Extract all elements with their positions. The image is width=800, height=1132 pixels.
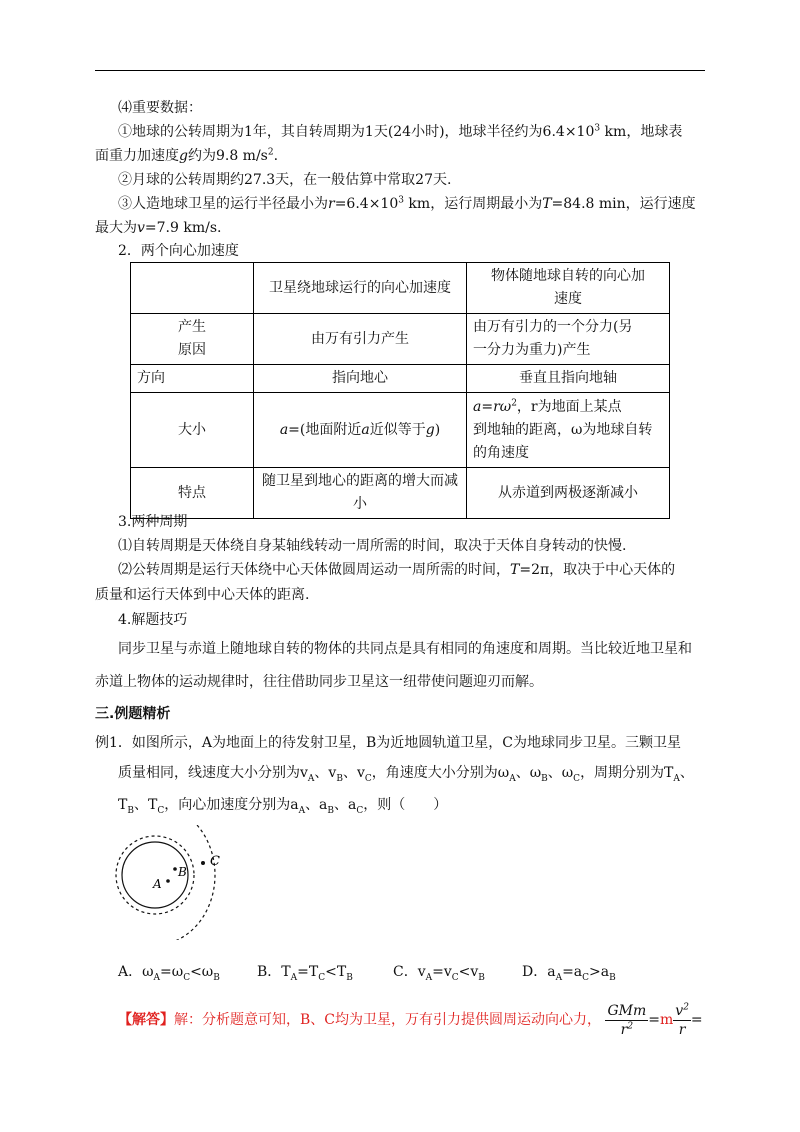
point-c bbox=[201, 861, 205, 865]
cell-magnitude-satellite: a=(地面附近a近似等于g) bbox=[254, 393, 467, 468]
acceleration-comparison-table bbox=[130, 262, 670, 519]
table-row bbox=[131, 365, 670, 393]
data-item-1-line2: 面重力加速度g约为9.8 $m/s^2$. bbox=[95, 147, 279, 164]
table-header-rotation: 物体随地球自转的向心加 速度 bbox=[467, 263, 670, 314]
row-label-direction: 方向 bbox=[131, 365, 254, 393]
data-item-3-line2: 最大为v=7.9 km/s. bbox=[95, 220, 222, 236]
orbit-figure bbox=[110, 825, 240, 940]
option-b[interactable]: B．$T_A=T_C<T_B$ bbox=[257, 964, 353, 983]
section-two-title: 2．两个向心加速度 bbox=[118, 243, 239, 259]
row-label-cause: 产生 原因 bbox=[131, 314, 254, 365]
answer-tag: 【解答】 bbox=[118, 1012, 174, 1028]
table-row bbox=[131, 468, 670, 519]
tips-line2: 赤道上物体的运动规律时，往往借助同步卫星这一纽带使问题迎刃而解。 bbox=[95, 674, 543, 690]
fraction-gmm: $\frac{\text{GMm}}{r^2}$ bbox=[607, 1002, 647, 1038]
cell-feature-satellite: 随卫星到地心的距离的增大而减 小 bbox=[254, 468, 467, 519]
cell-magnitude-rotation: $a=r\omega^2$，r为地面上某点 到地轴的距离，ω为地球自转 的角速度 bbox=[467, 393, 670, 468]
example-line3: $T_B$、$T_C$，向心加速度分别为$a_A$、$a_B$、$a_C$，则（ ） bbox=[118, 797, 448, 816]
option-d[interactable]: D．$a_A=a_C>a_B$ bbox=[522, 964, 616, 983]
section-tips-title: 4.解题技巧 bbox=[118, 612, 188, 628]
period-revolution-line2: 质量和运行天体到中心天体的距离. bbox=[95, 587, 310, 603]
point-b bbox=[173, 867, 177, 871]
cell-direction-satellite: 指向地心 bbox=[254, 365, 467, 393]
label-b: B bbox=[178, 865, 187, 879]
label-c: C bbox=[210, 854, 220, 869]
important-data-heading: ⑷重要数据： bbox=[118, 100, 202, 116]
table-row bbox=[131, 263, 670, 314]
table-cell bbox=[131, 263, 254, 314]
example-line2: 质量相同，线速度大小分别为$v_A$、$v_B$、$v_C$，角速度大小分别为$\omega_A$、$\omega_B$、$\omega_C$，周期分别为$T_A$、 bbox=[118, 765, 694, 784]
data-item-1-line1: ①地球的公转周期为1年，其自转周期为1天(24小时)，地球半径约为$6.4\times 10^3$ km，地球表 bbox=[118, 123, 683, 140]
data-item-2: ②月球的公转周期约27.3天，在一般估算中常取27天. bbox=[118, 172, 452, 188]
cell-direction-rotation: 垂直且指向地轴 bbox=[467, 365, 670, 393]
tips-line1: 同步卫星与赤道上随地球自转的物体的共同点是具有相同的角速度和周期。当比较近地卫星和 bbox=[118, 641, 692, 657]
sync-orbit bbox=[155, 825, 215, 940]
answer-text: 解：分析题意可知，B、C均为卫星，万有引力提供圆周运动向心力， bbox=[174, 1012, 601, 1028]
row-label-feature: 特点 bbox=[131, 468, 254, 519]
section-three-title: 三.例题精析 bbox=[95, 706, 171, 722]
option-a[interactable]: A．$\omega_A=\omega_C<\omega_B$ bbox=[118, 964, 220, 983]
table-row bbox=[131, 393, 670, 468]
cell-cause-rotation: 由万有引力的一个分力(另 一分力为重力)产生 bbox=[467, 314, 670, 365]
period-rotation-text: ⑴自转周期是天体绕自身某轴线转动一周所需的时间，取决于天体自身转动的快慢. bbox=[118, 538, 627, 554]
period-revolution-line1: ⑵公转周期是运行天体绕中心天体做圆周运动一周所需的时间，T=2π，取决于中心天体的 bbox=[118, 562, 676, 578]
header-rule bbox=[95, 70, 705, 71]
row-label-magnitude: 大小 bbox=[131, 393, 254, 468]
cell-cause-satellite: 由万有引力产生 bbox=[254, 314, 467, 365]
example-line1: 例1．如图所示，A为地面上的待发射卫星，B为近地圆轨道卫星，C为地球同步卫星。三颗卫星 bbox=[95, 735, 682, 751]
label-a: A bbox=[153, 877, 162, 891]
section-periods-title: 3.两种周期 bbox=[118, 514, 188, 530]
table-header-satellite: 卫星绕地球运行的向心加速度 bbox=[254, 263, 467, 314]
cell-feature-rotation: 从赤道到两极逐渐减小 bbox=[467, 468, 670, 519]
fraction-v2-r: $\frac{v^2}{r}$ bbox=[675, 1001, 689, 1038]
option-c[interactable]: C．$v_A=v_C<v_B$ bbox=[393, 964, 485, 983]
table-row bbox=[131, 314, 670, 365]
data-item-3-line1: ③人造地球卫星的运行半径最小为$r=6.4\times 10^3$ km，运行周期最小为T=84.8 min，运行速度 bbox=[118, 195, 696, 212]
answer-line: 【解答】解：分析题意可知，B、C均为卫星，万有引力提供圆周运动向心力， $\frac{\text{GMm}}{r^2}$ =m $\frac{v^2}{r}$ = bbox=[118, 1001, 703, 1038]
point-a bbox=[166, 879, 170, 883]
